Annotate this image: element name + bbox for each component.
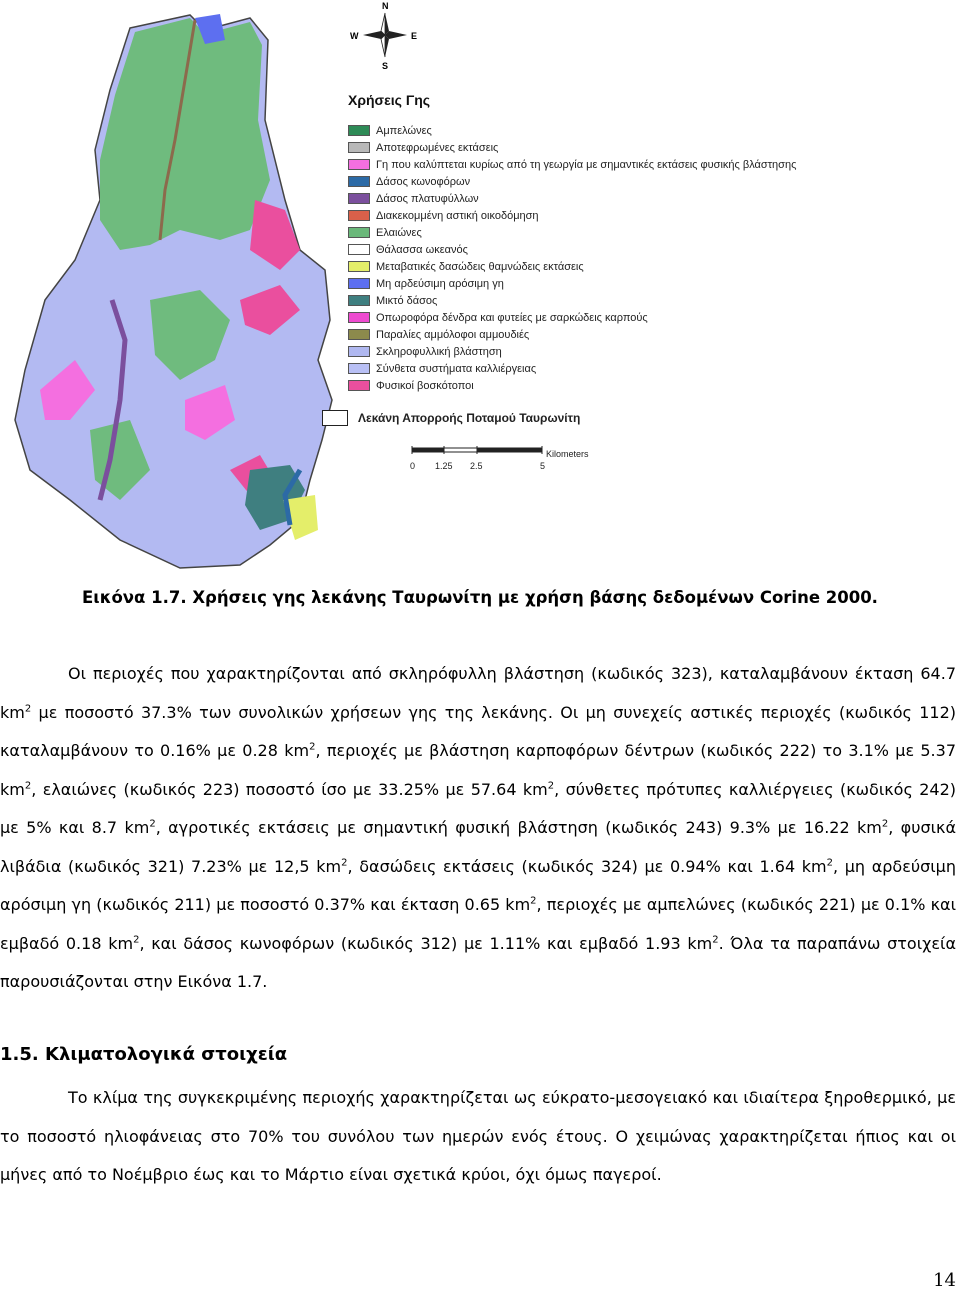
basin-label: Λεκάνη Απορροής Ποταμού Ταυρωνίτη bbox=[358, 411, 581, 425]
paragraph-climate-text: Το κλίμα της συγκεκριμένης περιοχής χαρακτηρίζεται ως εύκρατο-μεσογειακό και ιδιαίτερα ξηροθερμικό, με το ποσοστό ηλιοφάνειας στο 70% του συνόλου των ημερών ενός έτους. Ο χειμώνας χαρακτηρίζεται ήπιος και οι μήνες από το Νοέμβριο έως και το Μάρτιο είναι σχετικά κρύοι, όχι όμως παγεροί. bbox=[0, 1088, 956, 1184]
legend-item bbox=[348, 139, 796, 156]
compass-rose bbox=[350, 1, 417, 71]
legend-label: Διακεκομμένη αστική οικοδόμηση bbox=[376, 209, 539, 222]
legend-swatch bbox=[348, 244, 370, 255]
land-use-figure bbox=[0, 0, 960, 575]
legend-label: Παραλίες αμμόλοφοι αμμουδιές bbox=[376, 328, 530, 341]
legend-label: Θάλασσα ωκεανός bbox=[376, 243, 468, 256]
compass-w: W bbox=[350, 31, 359, 41]
legend bbox=[348, 122, 796, 394]
superscript: 2 bbox=[24, 780, 32, 792]
legend-label: Οπωροφόρα δένδρα και φυτείες με σαρκώδεις καρπούς bbox=[376, 311, 648, 324]
legend-item bbox=[348, 258, 796, 275]
legend-swatch bbox=[348, 363, 370, 374]
legend-swatch bbox=[348, 227, 370, 238]
legend-label: Σκληροφυλλική βλάστηση bbox=[376, 345, 502, 358]
section-heading: 1.5. Κλιματολογικά στοιχεία bbox=[0, 1044, 288, 1065]
paragraph-segment: με ποσοστό 37.3% των συνολικών χρήσεων γης της λεκάνης. Οι μη συνεχείς αστικές περιοχές (κωδικός 112) καταλαμβάνουν το 0.16% με 0.28 km bbox=[0, 702, 956, 760]
superscript: 2 bbox=[133, 934, 140, 946]
paragraph-segment: , περιοχές με αμπελώνες (κωδικός 221) με 0.1% και εμβαδό 0.18 km bbox=[0, 895, 957, 953]
superscript: 2 bbox=[24, 703, 32, 715]
superscript: 2 bbox=[530, 895, 537, 907]
legend-item bbox=[348, 207, 796, 224]
paragraph-segment: Οι περιοχές που χαρακτηρίζονται από σκληρόφυλλη βλάστηση (κωδικός 323), καταλαμβάνουν έκταση 64.7 km bbox=[0, 664, 956, 722]
legend-item bbox=[348, 292, 796, 309]
legend-item bbox=[348, 122, 796, 139]
basin-swatch bbox=[322, 410, 348, 426]
superscript: 2 bbox=[309, 741, 316, 753]
legend-item bbox=[348, 275, 796, 292]
legend-item bbox=[348, 343, 796, 360]
paragraph-segment: , ελαιώνες (κωδικός 223) ποσοστό ίσο με 33.25% με 57.64 km bbox=[31, 779, 548, 799]
legend-label: Αποτεφρωμένες εκτάσεις bbox=[376, 141, 499, 154]
legend-title: Χρήσεις Γης bbox=[348, 92, 431, 108]
legend-item bbox=[348, 156, 796, 173]
scale-tick-2: 2.5 bbox=[470, 461, 483, 471]
paragraph-land-use bbox=[0, 655, 956, 1002]
superscript: 2 bbox=[712, 934, 719, 946]
paragraph-climate bbox=[0, 1079, 956, 1195]
legend-item bbox=[348, 241, 796, 258]
scale-unit: Kilometers bbox=[546, 449, 589, 459]
superscript: 2 bbox=[547, 780, 555, 792]
compass-s: S bbox=[382, 61, 389, 71]
superscript: 2 bbox=[826, 857, 834, 869]
legend-item bbox=[348, 173, 796, 190]
legend-swatch bbox=[348, 329, 370, 340]
superscript: 2 bbox=[341, 857, 348, 869]
legend-swatch bbox=[348, 142, 370, 153]
compass-e: E bbox=[411, 31, 418, 41]
compass-n: N bbox=[382, 1, 389, 11]
legend-label: Φυσικοί βοσκότοποι bbox=[376, 379, 474, 392]
scale-bar bbox=[412, 446, 542, 454]
legend-label: Μη αρδεύσιμη αρόσιμη γη bbox=[376, 277, 504, 290]
legend-label: Γη που καλύπτεται κυρίως από τη γεωργία με σημαντικές εκτάσεις φυσικής βλάστησης bbox=[376, 158, 797, 171]
legend-swatch bbox=[348, 312, 370, 323]
legend-swatch bbox=[348, 159, 370, 170]
superscript: 2 bbox=[149, 818, 156, 830]
paragraph-segment: , περιοχές με βλάστηση καρποφόρων δέντρων (κωδικός 222) το 3.1% με 5.37 km bbox=[0, 741, 957, 799]
scale-tick-0: 0 bbox=[410, 461, 416, 471]
legend-swatch bbox=[348, 295, 370, 306]
superscript: 2 bbox=[881, 818, 889, 830]
legend-swatch bbox=[348, 176, 370, 187]
legend-label: Μικτό δάσος bbox=[376, 294, 438, 307]
paragraph-segment: , δασώδεις εκτάσεις (κωδικός 324) με 0.94% και 1.64 km bbox=[347, 856, 827, 876]
legend-swatch bbox=[348, 346, 370, 357]
legend-label: Σύνθετα συστήματα καλλιέργειας bbox=[376, 362, 537, 375]
legend-item bbox=[348, 309, 796, 326]
legend-swatch bbox=[348, 261, 370, 272]
legend-label: Δάσος κωνοφόρων bbox=[376, 175, 471, 188]
legend-item bbox=[348, 190, 796, 207]
figure-caption: Εικόνα 1.7. Χρήσεις γης λεκάνης Ταυρωνίτη με χρήση βάσης δεδομένων Corine 2000. bbox=[82, 588, 878, 607]
legend-item bbox=[348, 326, 796, 343]
scale-tick-3: 5 bbox=[540, 461, 546, 471]
legend-swatch bbox=[348, 193, 370, 204]
legend-label: Ελαιώνες bbox=[376, 226, 422, 239]
paragraph-segment: , σύνθετες πρότυπες καλλιέργειες (κωδικός 242) με 5% και 8.7 km bbox=[0, 779, 957, 837]
legend-swatch bbox=[348, 380, 370, 391]
paragraph-segment: , φυσικά λιβάδια (κωδικός 321) 7.23% με 12,5 km bbox=[0, 818, 957, 876]
paragraph-segment: . Όλα τα παραπάνω στοιχεία παρουσιάζονται στην Εικόνα 1.7. bbox=[0, 933, 956, 991]
legend-label: Αμπελώνες bbox=[376, 124, 432, 137]
paragraph-segment: , μη αρδεύσιμη αρόσιμη γη (κωδικός 211) με ποσοστό 0.37% και έκταση 0.65 km bbox=[0, 856, 957, 914]
page-number: 14 bbox=[933, 1270, 956, 1291]
basin-legend bbox=[322, 410, 580, 426]
paragraph-segment: , αγροτικές εκτάσεις με σημαντική φυσική βλάστηση (κωδικός 243) 9.3% με 16.22 km bbox=[155, 818, 882, 837]
legend-label: Μεταβατικές δασώδεις θαμνώδεις εκτάσεις bbox=[376, 260, 584, 273]
paragraph-segment: , και δάσος κωνοφόρων (κωδικός 312) με 1.11% και εμβαδό 1.93 km bbox=[139, 933, 713, 953]
legend-swatch bbox=[348, 278, 370, 289]
legend-item bbox=[348, 224, 796, 241]
legend-label: Δάσος πλατυφύλλων bbox=[376, 192, 479, 205]
legend-swatch bbox=[348, 125, 370, 136]
legend-swatch bbox=[348, 210, 370, 221]
legend-item bbox=[348, 360, 796, 377]
scale-tick-1: 1.25 bbox=[435, 461, 453, 471]
legend-item bbox=[348, 377, 796, 394]
